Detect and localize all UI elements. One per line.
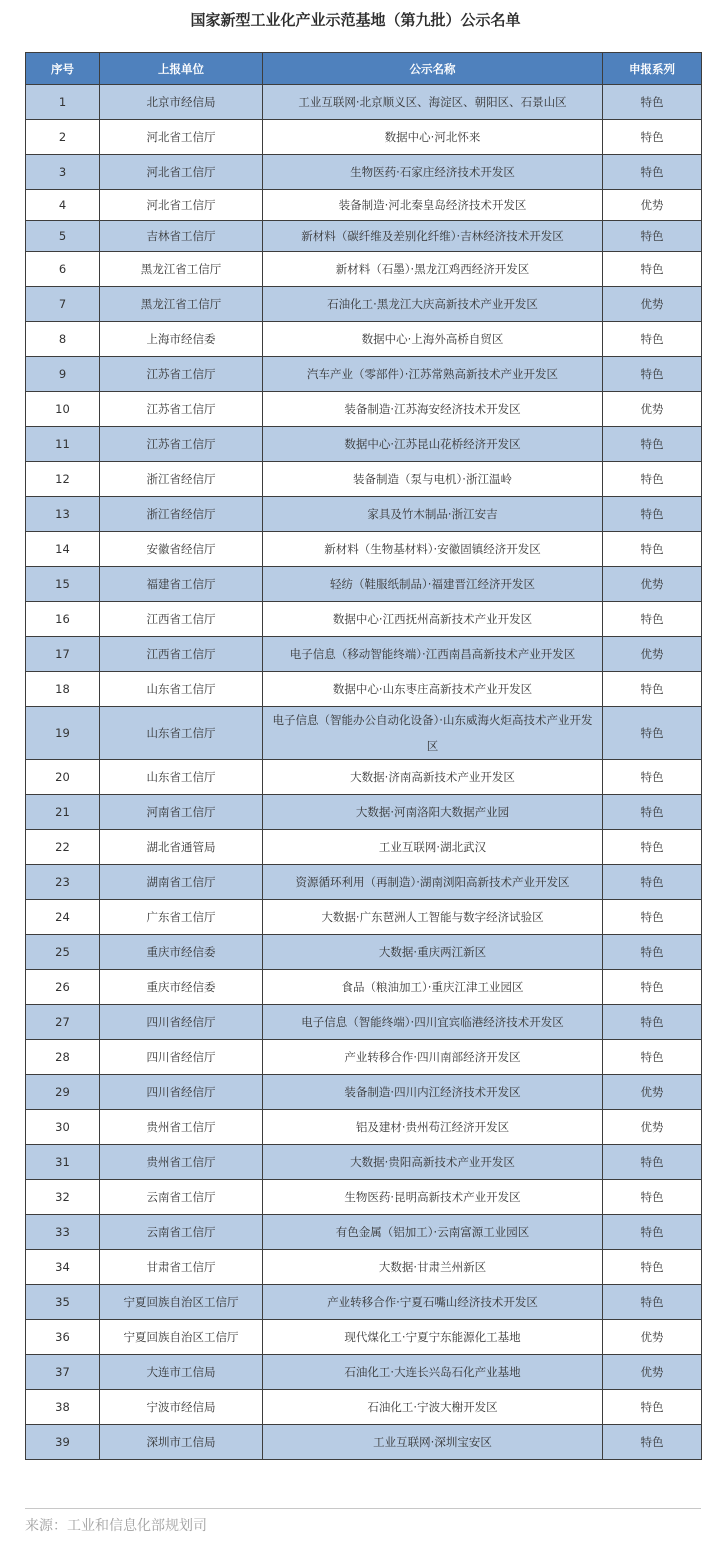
- public-name: 大数据·重庆两江新区: [263, 935, 603, 970]
- reporting-unit: 大连市工信局: [100, 1355, 263, 1390]
- public-name: 工业互联网·湖北武汉: [263, 830, 603, 865]
- reporting-unit: 四川省经信厅: [100, 1075, 263, 1110]
- series: 特色: [603, 1005, 702, 1040]
- table-row: [26, 252, 702, 287]
- series: 特色: [603, 155, 702, 190]
- reporting-unit: 四川省经信厅: [100, 1005, 263, 1040]
- public-name: 工业互联网·北京顺义区、海淀区、朝阳区、石景山区: [263, 85, 603, 120]
- table-row: [26, 707, 702, 760]
- reporting-unit: 河北省工信厅: [100, 155, 263, 190]
- reporting-unit: 北京市经信局: [100, 85, 263, 120]
- source-note: 来源：工业和信息化部规划司: [25, 1518, 207, 1534]
- public-name: 汽车产业（零部件）·江苏常熟高新技术产业开发区: [263, 357, 603, 392]
- row-index: 25: [26, 935, 100, 970]
- reporting-unit: 贵州省工信厅: [100, 1145, 263, 1180]
- public-name: 装备制造·四川内江经济技术开发区: [263, 1075, 603, 1110]
- table-row: [26, 567, 702, 602]
- table-row: [26, 85, 702, 120]
- reporting-unit: 山东省工信厅: [100, 707, 263, 760]
- reporting-unit: 江苏省工信厅: [100, 357, 263, 392]
- reporting-unit: 宁波市经信局: [100, 1390, 263, 1425]
- table-row: [26, 865, 702, 900]
- reporting-unit: 福建省工信厅: [100, 567, 263, 602]
- series: 特色: [603, 462, 702, 497]
- series: 优势: [603, 1110, 702, 1145]
- table-row: [26, 1145, 702, 1180]
- row-index: 22: [26, 830, 100, 865]
- row-index: 39: [26, 1425, 100, 1460]
- series: 特色: [603, 120, 702, 155]
- row-index: 36: [26, 1320, 100, 1355]
- series: 特色: [603, 970, 702, 1005]
- series: 特色: [603, 1285, 702, 1320]
- public-name: 工业互联网·深圳宝安区: [263, 1425, 603, 1460]
- header-series: 申报系列: [603, 53, 702, 85]
- row-index: 26: [26, 970, 100, 1005]
- reporting-unit: 浙江省经信厅: [100, 462, 263, 497]
- row-index: 9: [26, 357, 100, 392]
- row-index: 31: [26, 1145, 100, 1180]
- public-name: 食品（粮油加工）·重庆江津工业园区: [263, 970, 603, 1005]
- row-index: 35: [26, 1285, 100, 1320]
- public-name: 装备制造·江苏海安经济技术开发区: [263, 392, 603, 427]
- row-index: 5: [26, 221, 100, 252]
- row-index: 13: [26, 497, 100, 532]
- demonstration-base-table: [25, 52, 702, 1460]
- row-index: 17: [26, 637, 100, 672]
- public-name: 现代煤化工·宁夏宁东能源化工基地: [263, 1320, 603, 1355]
- table-row: [26, 1180, 702, 1215]
- table-row: [26, 1040, 702, 1075]
- reporting-unit: 黑龙江省工信厅: [100, 287, 263, 322]
- table-row: [26, 155, 702, 190]
- series: 特色: [603, 900, 702, 935]
- table-row: [26, 1005, 702, 1040]
- series: 特色: [603, 85, 702, 120]
- row-index: 15: [26, 567, 100, 602]
- series: 特色: [603, 1215, 702, 1250]
- table-row: [26, 1250, 702, 1285]
- row-index: 18: [26, 672, 100, 707]
- public-name: 数据中心·上海外高桥自贸区: [263, 322, 603, 357]
- row-index: 20: [26, 760, 100, 795]
- series: 特色: [603, 795, 702, 830]
- public-name: 新材料（石墨）·黑龙江鸡西经济开发区: [263, 252, 603, 287]
- series: 特色: [603, 221, 702, 252]
- row-index: 4: [26, 190, 100, 221]
- row-index: 7: [26, 287, 100, 322]
- reporting-unit: 湖南省工信厅: [100, 865, 263, 900]
- series: 特色: [603, 1040, 702, 1075]
- series: 特色: [603, 497, 702, 532]
- public-name: 装备制造·河北秦皇岛经济技术开发区: [263, 190, 603, 221]
- table-row: [26, 1425, 702, 1460]
- series: 特色: [603, 830, 702, 865]
- series: 特色: [603, 322, 702, 357]
- public-name: 产业转移合作·宁夏石嘴山经济技术开发区: [263, 1285, 603, 1320]
- table-row: [26, 462, 702, 497]
- public-name: 生物医药·昆明高新技术产业开发区: [263, 1180, 603, 1215]
- public-name: 电子信息（智能终端）·四川宜宾临港经济技术开发区: [263, 1005, 603, 1040]
- reporting-unit: 湖北省通管局: [100, 830, 263, 865]
- row-index: 16: [26, 602, 100, 637]
- public-name: 新材料（生物基材料）·安徽固镇经济开发区: [263, 532, 603, 567]
- table-row: [26, 795, 702, 830]
- header-public-name: 公示名称: [263, 53, 603, 85]
- public-name: 电子信息（移动智能终端）·江西南昌高新技术产业开发区: [263, 637, 603, 672]
- table-row: [26, 190, 702, 221]
- series: 特色: [603, 1180, 702, 1215]
- reporting-unit: 深圳市工信局: [100, 1425, 263, 1460]
- public-name: 大数据·济南高新技术产业开发区: [263, 760, 603, 795]
- series: 特色: [603, 532, 702, 567]
- row-index: 10: [26, 392, 100, 427]
- table-row: [26, 532, 702, 567]
- table-row: [26, 1320, 702, 1355]
- row-index: 24: [26, 900, 100, 935]
- reporting-unit: 河北省工信厅: [100, 120, 263, 155]
- row-index: 21: [26, 795, 100, 830]
- row-index: 14: [26, 532, 100, 567]
- row-index: 11: [26, 427, 100, 462]
- row-index: 34: [26, 1250, 100, 1285]
- reporting-unit: 江苏省工信厅: [100, 392, 263, 427]
- series: 优势: [603, 287, 702, 322]
- table-row: [26, 1110, 702, 1145]
- series: 特色: [603, 427, 702, 462]
- table-row: [26, 497, 702, 532]
- table-row: [26, 427, 702, 462]
- header-reporting-unit: 上报单位: [100, 53, 263, 85]
- public-name: 轻纺（鞋服纸制品）·福建晋江经济开发区: [263, 567, 603, 602]
- table-header-row: [26, 53, 702, 85]
- public-name: 装备制造（泵与电机）·浙江温岭: [263, 462, 603, 497]
- series: 优势: [603, 637, 702, 672]
- reporting-unit: 宁夏回族自治区工信厅: [100, 1320, 263, 1355]
- series: 特色: [603, 1145, 702, 1180]
- public-name: 石油化工·宁波大榭开发区: [263, 1390, 603, 1425]
- row-index: 28: [26, 1040, 100, 1075]
- row-index: 23: [26, 865, 100, 900]
- reporting-unit: 吉林省工信厅: [100, 221, 263, 252]
- table-row: [26, 602, 702, 637]
- row-index: 37: [26, 1355, 100, 1390]
- page-title: 国家新型工业化产业示范基地（第九批）公示名单: [190, 11, 521, 29]
- public-name: 大数据·贵阳高新技术产业开发区: [263, 1145, 603, 1180]
- reporting-unit: 重庆市经信委: [100, 935, 263, 970]
- row-index: 30: [26, 1110, 100, 1145]
- table-row: [26, 830, 702, 865]
- table-row: [26, 287, 702, 322]
- row-index: 6: [26, 252, 100, 287]
- table-body: [26, 85, 702, 1460]
- header-index: 序号: [26, 53, 100, 85]
- public-name: 电子信息（智能办公自动化设备）·山东威海火炬高技术产业开发区: [263, 707, 603, 760]
- series: 特色: [603, 252, 702, 287]
- public-name: 有色金属（铝加工）·云南富源工业园区: [263, 1215, 603, 1250]
- reporting-unit: 上海市经信委: [100, 322, 263, 357]
- series: 特色: [603, 1250, 702, 1285]
- reporting-unit: 河南省工信厅: [100, 795, 263, 830]
- reporting-unit: 广东省工信厅: [100, 900, 263, 935]
- reporting-unit: 贵州省工信厅: [100, 1110, 263, 1145]
- reporting-unit: 甘肃省工信厅: [100, 1250, 263, 1285]
- series: 特色: [603, 1390, 702, 1425]
- series: 优势: [603, 1355, 702, 1390]
- table-row: [26, 637, 702, 672]
- series: 优势: [603, 392, 702, 427]
- series: 特色: [603, 707, 702, 760]
- reporting-unit: 山东省工信厅: [100, 760, 263, 795]
- table-row: [26, 900, 702, 935]
- row-index: 8: [26, 322, 100, 357]
- reporting-unit: 云南省工信厅: [100, 1215, 263, 1250]
- row-index: 27: [26, 1005, 100, 1040]
- reporting-unit: 山东省工信厅: [100, 672, 263, 707]
- reporting-unit: 宁夏回族自治区工信厅: [100, 1285, 263, 1320]
- series: 特色: [603, 1425, 702, 1460]
- reporting-unit: 浙江省经信厅: [100, 497, 263, 532]
- table-row: [26, 221, 702, 252]
- table-row: [26, 1075, 702, 1110]
- public-name: 数据中心·山东枣庄高新技术产业开发区: [263, 672, 603, 707]
- table-row: [26, 1285, 702, 1320]
- reporting-unit: 重庆市经信委: [100, 970, 263, 1005]
- row-index: 12: [26, 462, 100, 497]
- reporting-unit: 河北省工信厅: [100, 190, 263, 221]
- public-name: 数据中心·河北怀来: [263, 120, 603, 155]
- divider: [25, 1508, 701, 1509]
- public-name: 铝及建材·贵州苟江经济开发区: [263, 1110, 603, 1145]
- series: 优势: [603, 567, 702, 602]
- reporting-unit: 江苏省工信厅: [100, 427, 263, 462]
- table-row: [26, 970, 702, 1005]
- table-row: [26, 322, 702, 357]
- row-index: 2: [26, 120, 100, 155]
- reporting-unit: 江西省工信厅: [100, 637, 263, 672]
- public-name: 生物医药·石家庄经济技术开发区: [263, 155, 603, 190]
- public-name: 数据中心·江西抚州高新技术产业开发区: [263, 602, 603, 637]
- public-name: 产业转移合作·四川南部经济开发区: [263, 1040, 603, 1075]
- series: 特色: [603, 760, 702, 795]
- table-row: [26, 1390, 702, 1425]
- table-row: [26, 935, 702, 970]
- series: 优势: [603, 1075, 702, 1110]
- reporting-unit: 江西省工信厅: [100, 602, 263, 637]
- series: 特色: [603, 672, 702, 707]
- table-row: [26, 760, 702, 795]
- public-name: 家具及竹木制品·浙江安吉: [263, 497, 603, 532]
- series: 特色: [603, 865, 702, 900]
- row-index: 33: [26, 1215, 100, 1250]
- row-index: 29: [26, 1075, 100, 1110]
- series: 优势: [603, 190, 702, 221]
- table-row: [26, 1355, 702, 1390]
- table-row: [26, 120, 702, 155]
- series: 特色: [603, 935, 702, 970]
- public-name: 新材料（碳纤维及差别化纤维）·吉林经济技术开发区: [263, 221, 603, 252]
- public-name: 大数据·甘肃兰州新区: [263, 1250, 603, 1285]
- reporting-unit: 云南省工信厅: [100, 1180, 263, 1215]
- public-name: 大数据·广东琶洲人工智能与数字经济试验区: [263, 900, 603, 935]
- row-index: 32: [26, 1180, 100, 1215]
- row-index: 1: [26, 85, 100, 120]
- row-index: 38: [26, 1390, 100, 1425]
- reporting-unit: 安徽省经信厅: [100, 532, 263, 567]
- public-name: 资源循环利用（再制造）·湖南浏阳高新技术产业开发区: [263, 865, 603, 900]
- row-index: 19: [26, 707, 100, 760]
- public-name: 数据中心·江苏昆山花桥经济开发区: [263, 427, 603, 462]
- series: 优势: [603, 1320, 702, 1355]
- reporting-unit: 四川省经信厅: [100, 1040, 263, 1075]
- table-row: [26, 1215, 702, 1250]
- table-row: [26, 672, 702, 707]
- table-row: [26, 392, 702, 427]
- public-name: 石油化工·大连长兴岛石化产业基地: [263, 1355, 603, 1390]
- public-name: 大数据·河南洛阳大数据产业园: [263, 795, 603, 830]
- series: 特色: [603, 357, 702, 392]
- row-index: 3: [26, 155, 100, 190]
- reporting-unit: 黑龙江省工信厅: [100, 252, 263, 287]
- table-row: [26, 357, 702, 392]
- public-name: 石油化工·黑龙江大庆高新技术产业开发区: [263, 287, 603, 322]
- series: 特色: [603, 602, 702, 637]
